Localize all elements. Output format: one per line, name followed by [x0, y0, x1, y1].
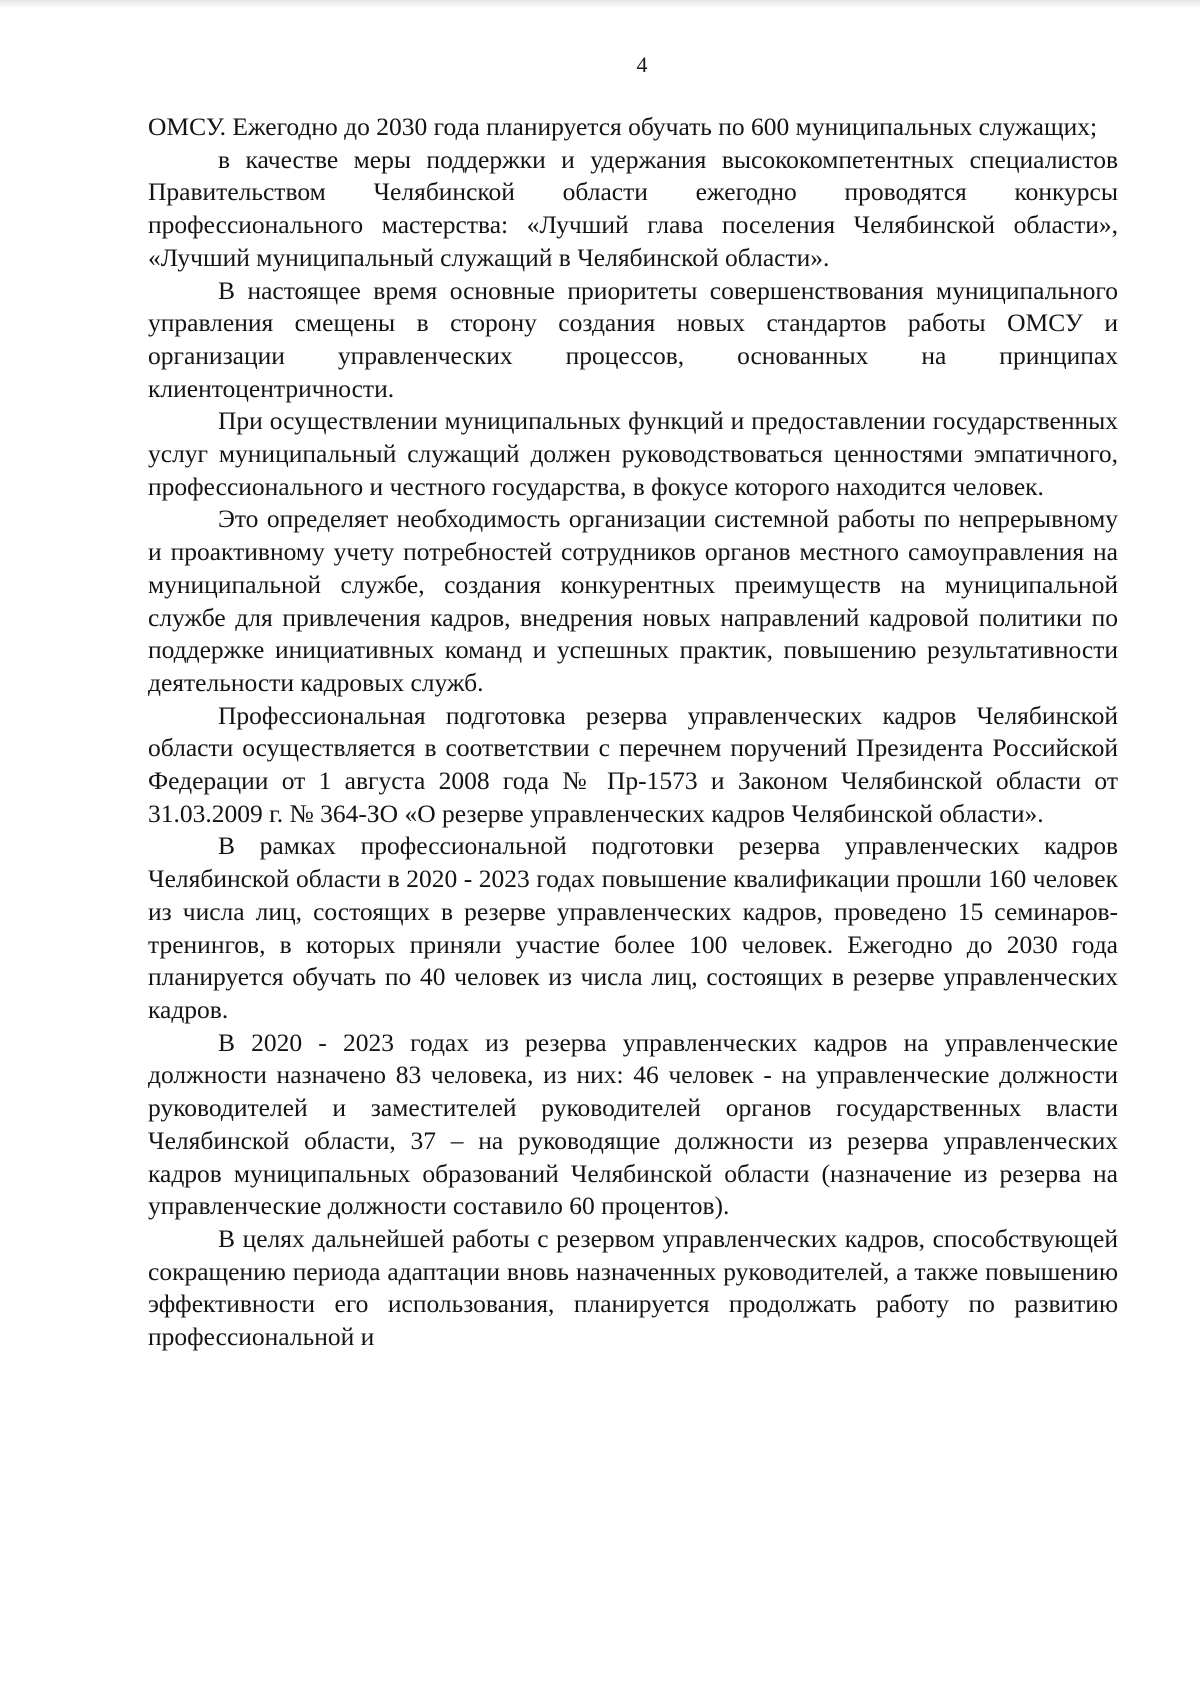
scan-edge — [0, 0, 1200, 8]
paragraph-2: в качестве меры поддержки и удержания высококомпетентных специалистов Правительством Челябинской области ежегодно проводятся конкурсы профессионального мастерства: «Лучший глава поселения Челябинской области», «Лучший муниципальный служащий в Челябинской области». — [148, 144, 1118, 272]
paragraph-9: В целях дальнейшей работы с резервом управленческих кадров, способствующей сокращению периода адаптации вновь назначенных руководителей, а также повышению эффективности его использования, планируется продолжать работу по развитию профессиональной и — [148, 1223, 1118, 1352]
paragraph-8: В 2020 - 2023 годах из резерва управленческих кадров на управленческие должности назначено 83 человека, из них: 46 человек - на управленческие должности руководителей и заместителей руководителей органов государственных власти Челябинской области, 37 – на руководящие должности из резерва управленческих кадров муниципальных образований Челябинской области (назначение из резерва на управленческие должности составило 60 процентов). — [148, 1027, 1118, 1221]
paragraph-1: ОМСУ. Ежегодно до 2030 года планируется обучать по 600 муниципальных служащих; — [148, 112, 1098, 141]
paragraph-6: Профессиональная подготовка резерва управленческих кадров Челябинской области осуществляется в соответствии с перечнем поручений Президента Российской Федерации от 1 августа 2008 года № Пр-1573 и Законом Челябинской области от 31.03.2009 г. № 364-ЗО «О резерве управленческих кадров Челябинской области». — [148, 700, 1118, 828]
page-number: 4 — [636, 52, 648, 77]
document-body — [148, 111, 1118, 1354]
paragraph-4: При осуществлении муниципальных функций и предоставлении государственных услуг муниципальный служащий должен руководствоваться ценностями эмпатичного, профессионального и честного государства, в фокусе которого находится человек. — [148, 406, 1118, 501]
paragraph-3: В настоящее время основные приоритеты совершенствования муниципального управления смещены в сторону создания новых стандартов работы ОМСУ и организации управленческих процессов, основанных на принципах клиентоцентричности. — [148, 275, 1118, 403]
paragraph-7: В рамках профессиональной подготовки резерва управленческих кадров Челябинской области в 2020 - 2023 годах повышение квалификации прошли 160 человек из числа лиц, состоящих в резерве управленческих кадров, проведено 15 семинаров-тренингов, в которых приняли участие более 100 человек. Ежегодно до 2030 года планируется обучать по 40 человек из числа лиц, состоящих в резерве управленческих кадров. — [148, 831, 1118, 1024]
paragraph-5: Это определяет необходимость организации системной работы по непрерывному и проактивному учету потребностей сотрудников органов местного самоуправления на муниципальной службе, создания конкурентных преимуществ на муниципальной службе для привлечения кадров, внедрения новых направлений кадровой политики по поддержке инициативных команд и успешных практик, повышению результативности деятельности кадровых служб. — [148, 504, 1118, 697]
